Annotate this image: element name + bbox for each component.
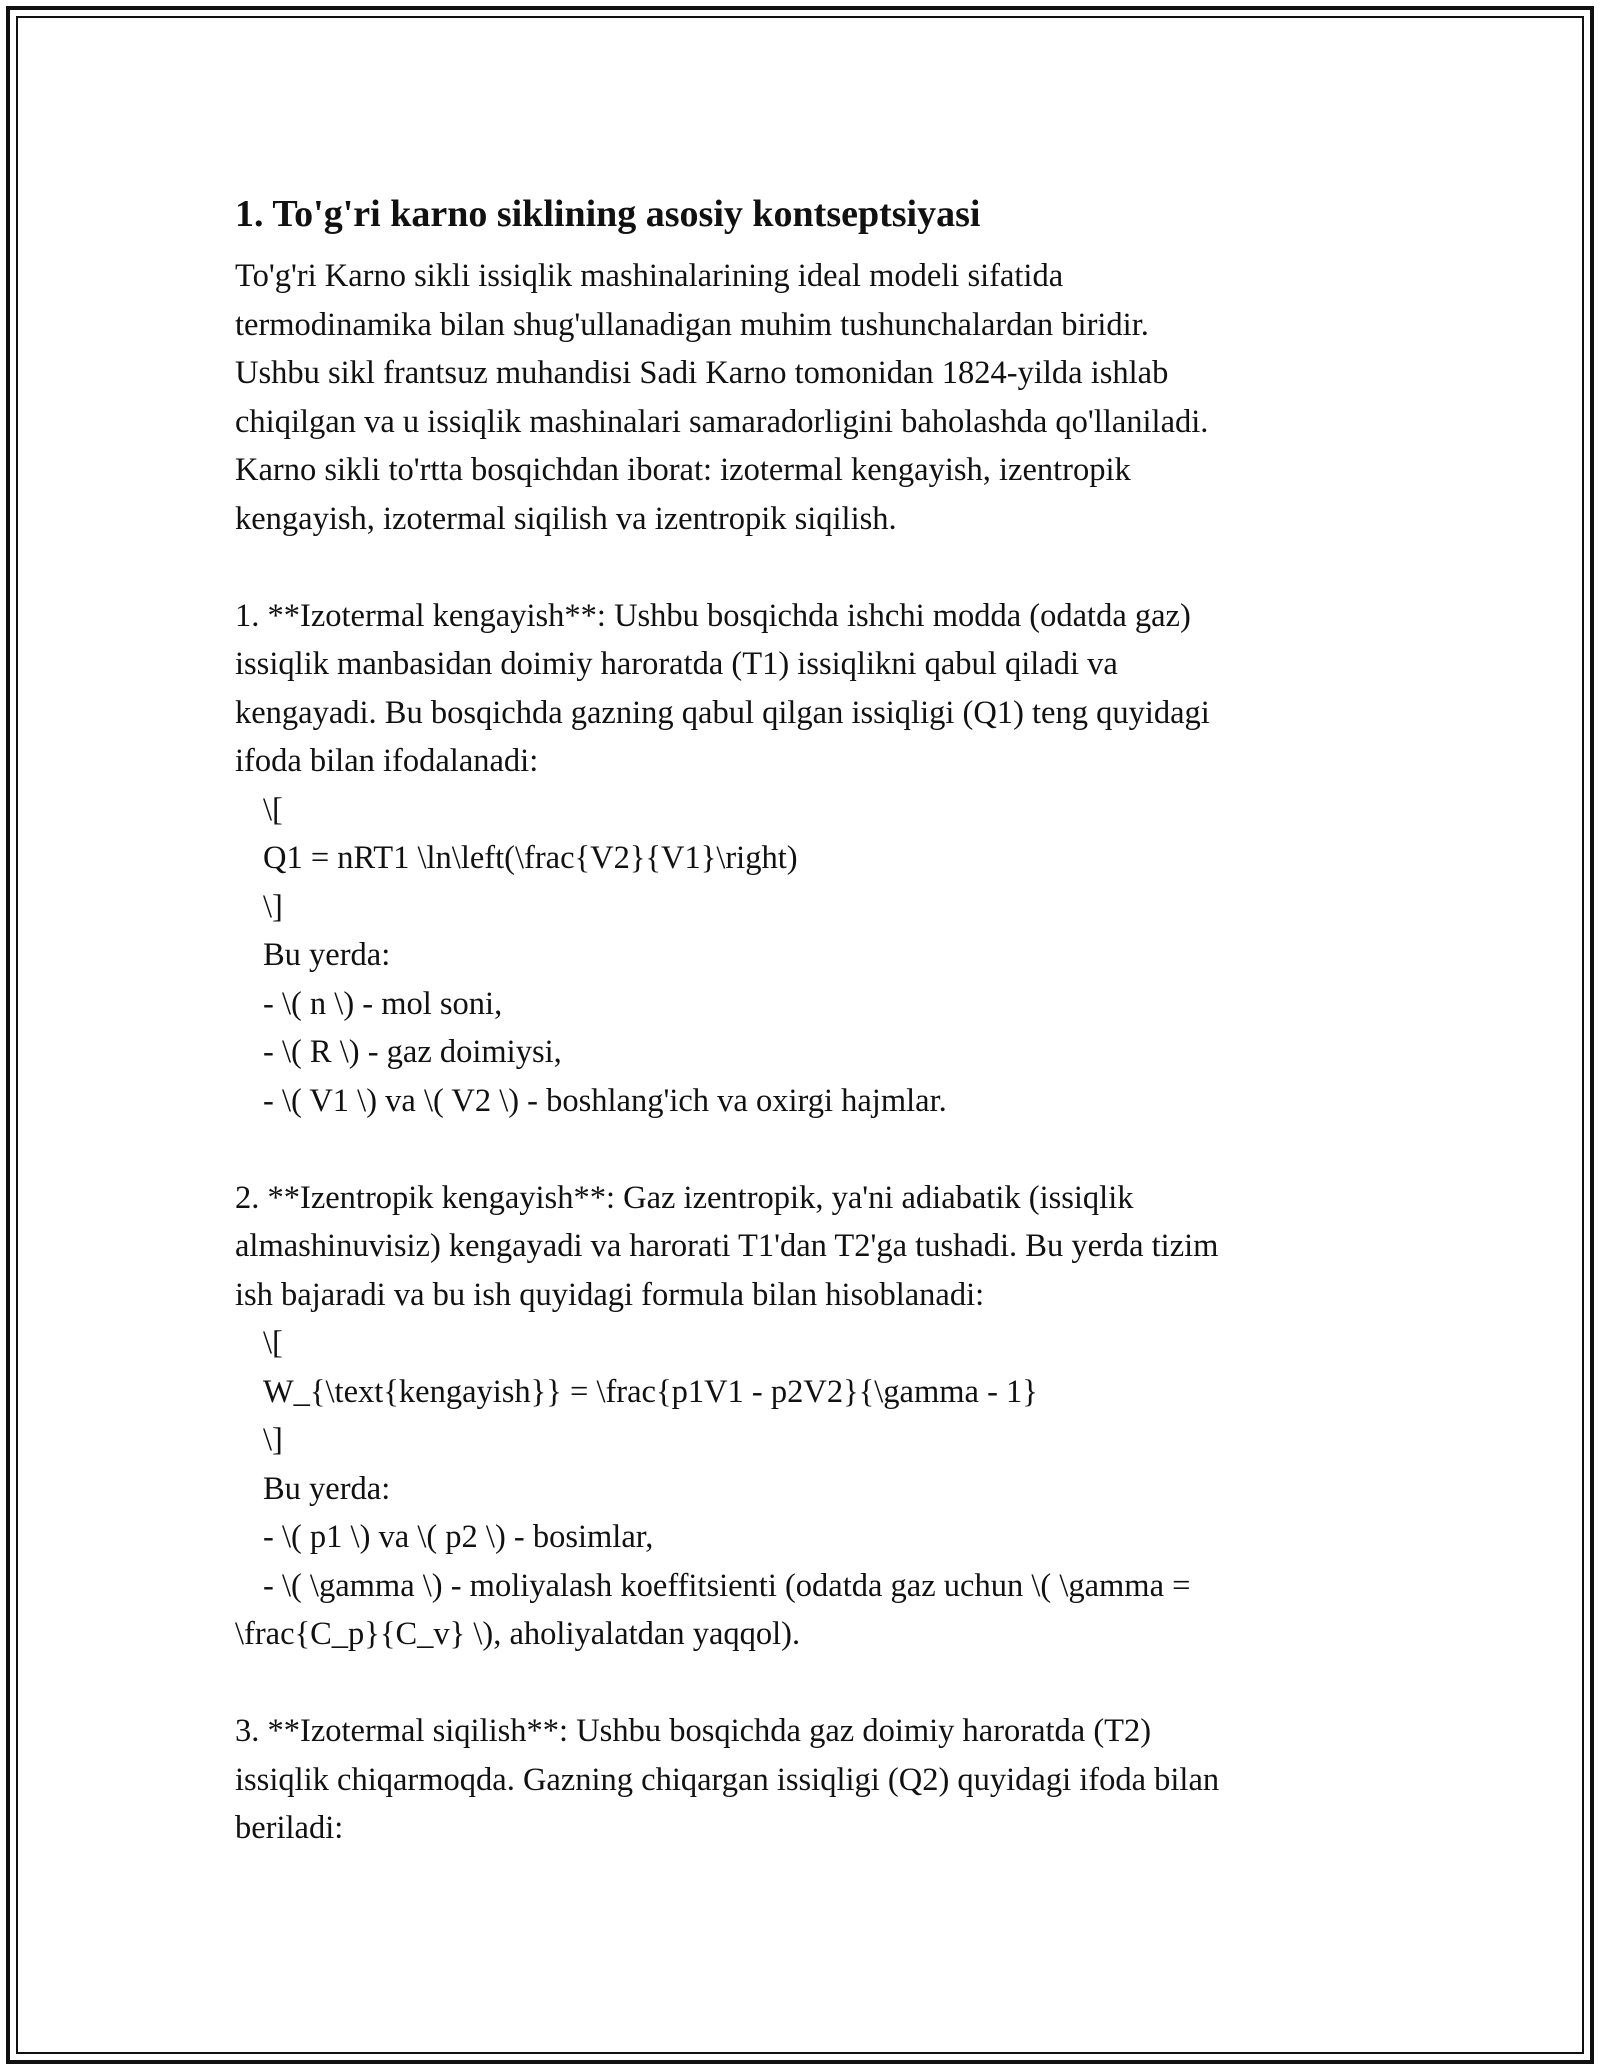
text-line: kengayadi. Bu bosqichda gazning qabul qilgan issiqligi (Q1) teng quyidagi [235, 694, 1210, 731]
definition-continuation: \frac{C_p}{C_v} \), aholiyalatdan yaqqol). [235, 1616, 801, 1652]
intro-paragraph [235, 252, 1365, 543]
text-line: To'g'ri Karno sikli issiqlik mashinalarining ideal modeli sifatida [235, 258, 1064, 294]
paragraph-gap [235, 1659, 1365, 1708]
text-line: ifoda bilan ifodalanadi: [235, 743, 539, 779]
text-line: beriladi: [235, 1810, 344, 1846]
text-line: Karno sikli to'rtta bosqichdan iborat: izotermal kengayish, izentropik [235, 452, 1131, 488]
text-line: chiqilgan va u issiqlik mashinalari samaradorligini baholashda qo'llaniladi. [235, 403, 1209, 440]
document-body [235, 182, 1365, 1853]
definition-item: - \( \gamma \) - moliyalash koeffitsienti (odatda gaz uchun \( \gamma = [263, 1567, 1191, 1604]
formula-open: \[ [263, 1325, 283, 1361]
text-line: 2. **Izentropik kengayish**: Gaz izentropik, ya'ni adiabatik (issiqlik [235, 1179, 1134, 1216]
definition-item: - \( V1 \) va \( V2 \) - boshlang'ich va oxirgi hajmlar. [263, 1082, 947, 1119]
formula-q1: Q1 = nRT1 \ln\left(\frac{V2}{V1}\right) [263, 840, 798, 876]
text-line: 3. **Izotermal siqilish**: Ushbu bosqichda gaz doimiy haroratda (T2) [235, 1713, 1152, 1749]
section-heading: 1. To'g'ri karno siklining asosiy kontseptsiyasi [235, 193, 981, 235]
text-line: 1. **Izotermal kengayish**: Ushbu bosqichda ishchi modda (odatda gaz) [235, 597, 1191, 634]
paragraph-gap [235, 1125, 1365, 1174]
formula-open: \[ [263, 791, 283, 828]
formula-close: \] [263, 888, 283, 925]
text-line: issiqlik manbasidan doimiy haroratda (T1) issiqlikni qabul qiladi va [235, 646, 1118, 682]
step-3-isothermal-compression [235, 1707, 1365, 1853]
text-line: Ushbu sikl frantsuz muhandisi Sadi Karno tomonidan 1824-yilda ishlab [235, 355, 1169, 391]
definition-item: - \( n \) - mol soni, [263, 985, 503, 1022]
text-line: issiqlik chiqarmoqda. Gazning chiqargan issiqligi (Q2) quyidagi ifoda bilan [235, 1761, 1220, 1798]
text-line: termodinamika bilan shug'ullanadigan muhim tushunchalardan biridir. [235, 306, 1149, 343]
paragraph-gap [235, 543, 1365, 592]
definitions-label: Bu yerda: [263, 937, 391, 973]
text-line: kengayish, izotermal siqilish va izentropik siqilish. [235, 500, 897, 537]
step-1-isothermal-expansion [235, 592, 1365, 1126]
definition-item: - \( p1 \) va \( p2 \) - bosimlar, [263, 1519, 654, 1555]
text-line: ish bajaradi va bu ish quyidagi formula bilan hisoblanadi: [235, 1276, 985, 1313]
text-line: almashinuvisiz) kengayadi va harorati T1'dan T2'ga tushadi. Bu yerda tizim [235, 1228, 1219, 1264]
definitions-label: Bu yerda: [263, 1470, 391, 1507]
step-2-isentropic-expansion [235, 1174, 1365, 1659]
formula-work: W_{\text{kengayish}} = \frac{p1V1 - p2V2}{\gamma - 1} [263, 1373, 1038, 1410]
definition-item: - \( R \) - gaz doimiysi, [263, 1034, 562, 1070]
formula-close: \] [263, 1422, 283, 1458]
